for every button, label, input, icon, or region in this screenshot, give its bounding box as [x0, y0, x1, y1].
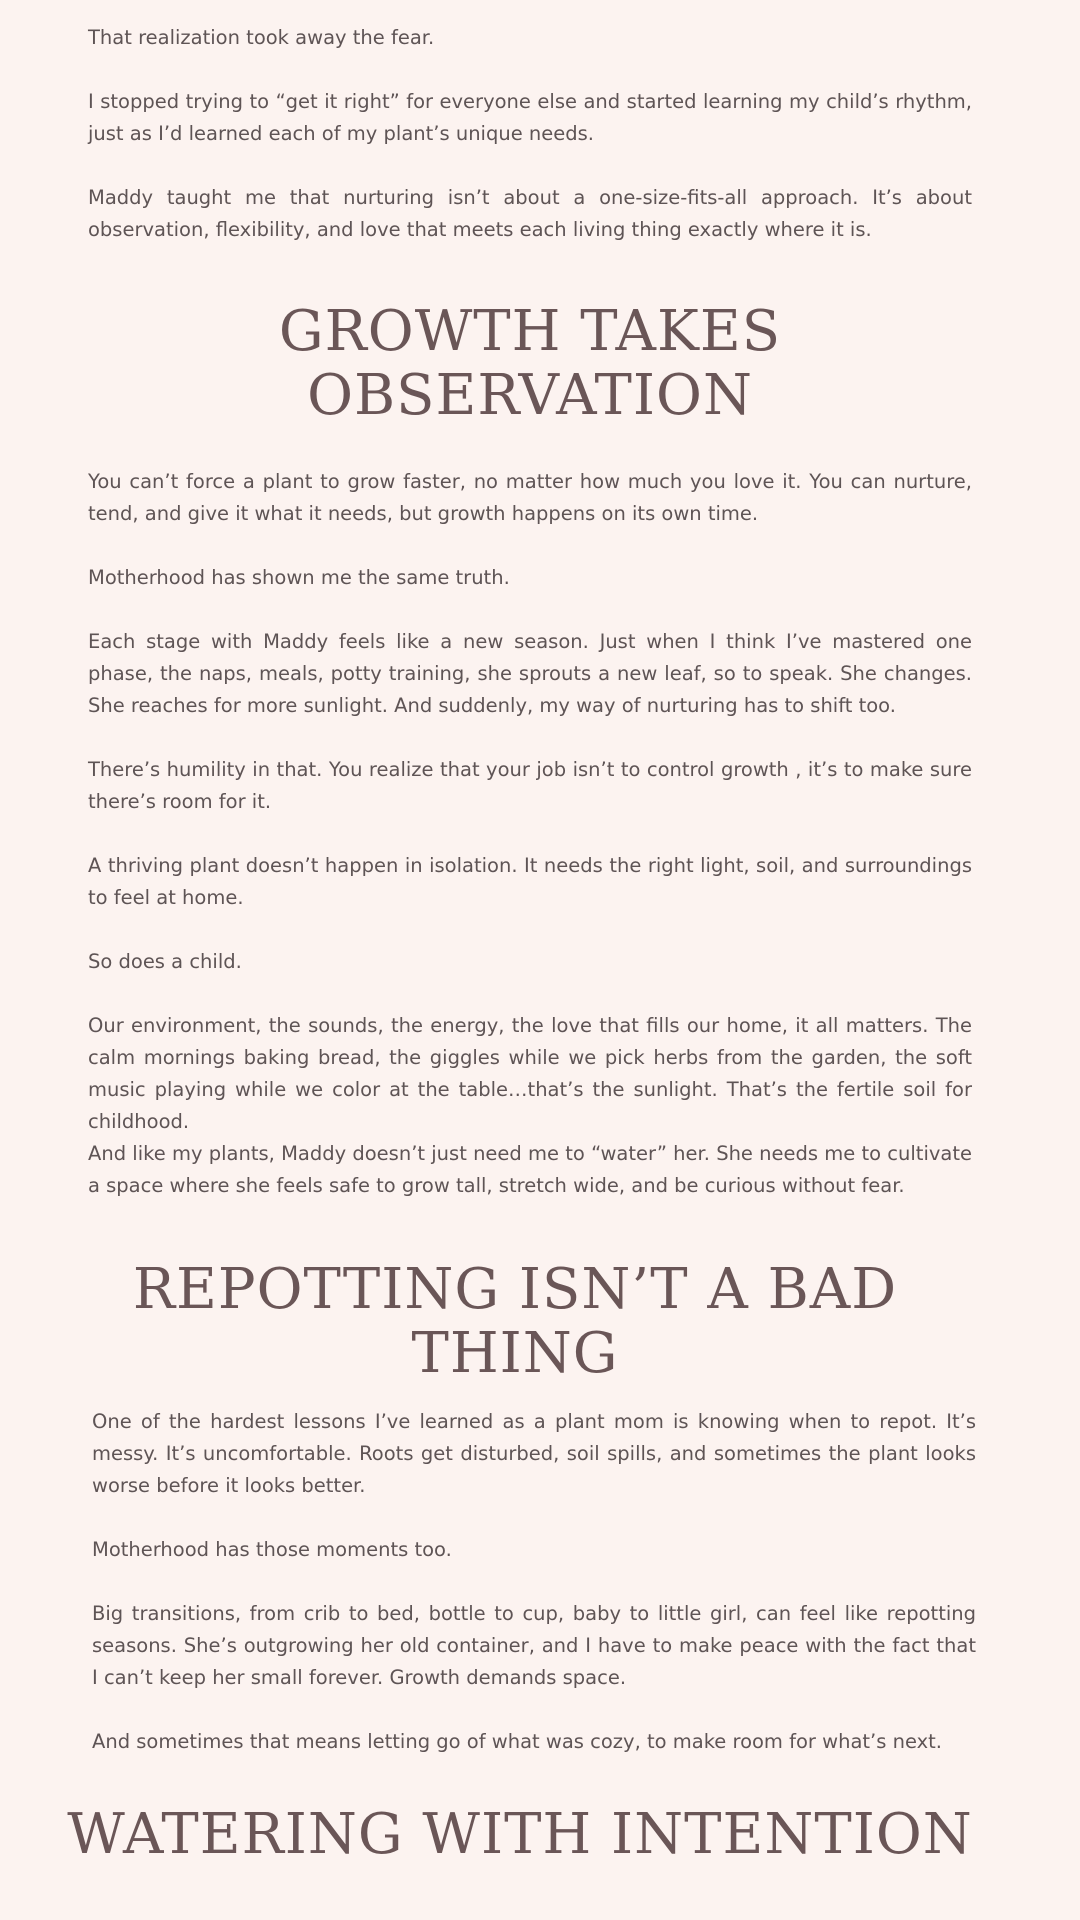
growth-paragraph-5: A thriving plant doesn’t happen in isolation. It needs the right light, soil, and surroundings to feel at home.: [88, 854, 972, 909]
growth-paragraph-2: Motherhood has shown me the same truth.: [88, 566, 510, 589]
growth-paragraph-4: There’s humility in that. You realize that your job isn’t to control growth , it’s to make sure there’s room for it.: [88, 758, 972, 813]
intro-paragraph-2: I stopped trying to “get it right” for everyone else and started learning my child’s rhythm, just as I’d learned each of my plant’s unique needs.: [88, 90, 972, 145]
growth-paragraph-8: And like my plants, Maddy doesn’t just need me to “water” her. She needs me to cultivate a space where she feels safe to grow tall, stretch wide, and be curious without fear.: [88, 1142, 972, 1197]
growth-paragraph-6: So does a child.: [88, 950, 242, 973]
growth-paragraph-3: Each stage with Maddy feels like a new season. Just when I think I’ve mastered one phase, the naps, meals, potty training, she sprouts a new leaf, so to speak. She changes. She reaches for more sunlight. And suddenly, my way of nurturing has to shift too.: [88, 630, 972, 717]
growth-paragraph-7: Our environment, the sounds, the energy, the love that fills our home, it all matters. The calm mornings baking bread, the giggles while we pick herbs from the garden, the soft music playing while we color at the table…that’s the sunlight. That’s the fertile soil for childhood.: [88, 1014, 972, 1133]
intro-paragraph-3: Maddy taught me that nurturing isn’t about a one-size-fits-all approach. It’s about observation, flexibility, and love that meets each living thing exactly where it is.: [88, 186, 972, 241]
repotting-paragraph-4: And sometimes that means letting go of what was cozy, to make room for what’s next.: [92, 1730, 942, 1753]
section-heading-repotting: REPOTTING ISN’T A BAD THING: [132, 1257, 898, 1386]
section-heading-watering: WATERING WITH INTENTION: [67, 1802, 973, 1867]
repotting-paragraph-3: Big transitions, from crib to bed, bottle to cup, baby to little girl, can feel like repotting seasons. She’s outgrowing her old container, and I have to make peace with the fact that I can’t keep her small forever. Growth demands space.: [92, 1602, 976, 1689]
section-heading-growth: GROWTH TAKES OBSERVATION: [278, 299, 782, 428]
repotting-paragraph-2: Motherhood has those moments too.: [92, 1538, 452, 1561]
intro-paragraph-1: That realization took away the fear.: [88, 26, 435, 49]
repotting-paragraph-1: One of the hardest lessons I’ve learned as a plant mom is knowing when to repot. It’s messy. It’s uncomfortable. Roots get disturbed, soil spills, and sometimes the plant looks worse before it looks better.: [92, 1410, 976, 1497]
growth-paragraph-1: You can’t force a plant to grow faster, no matter how much you love it. You can nurture, tend, and give it what it needs, but growth happens on its own time.: [88, 470, 972, 525]
